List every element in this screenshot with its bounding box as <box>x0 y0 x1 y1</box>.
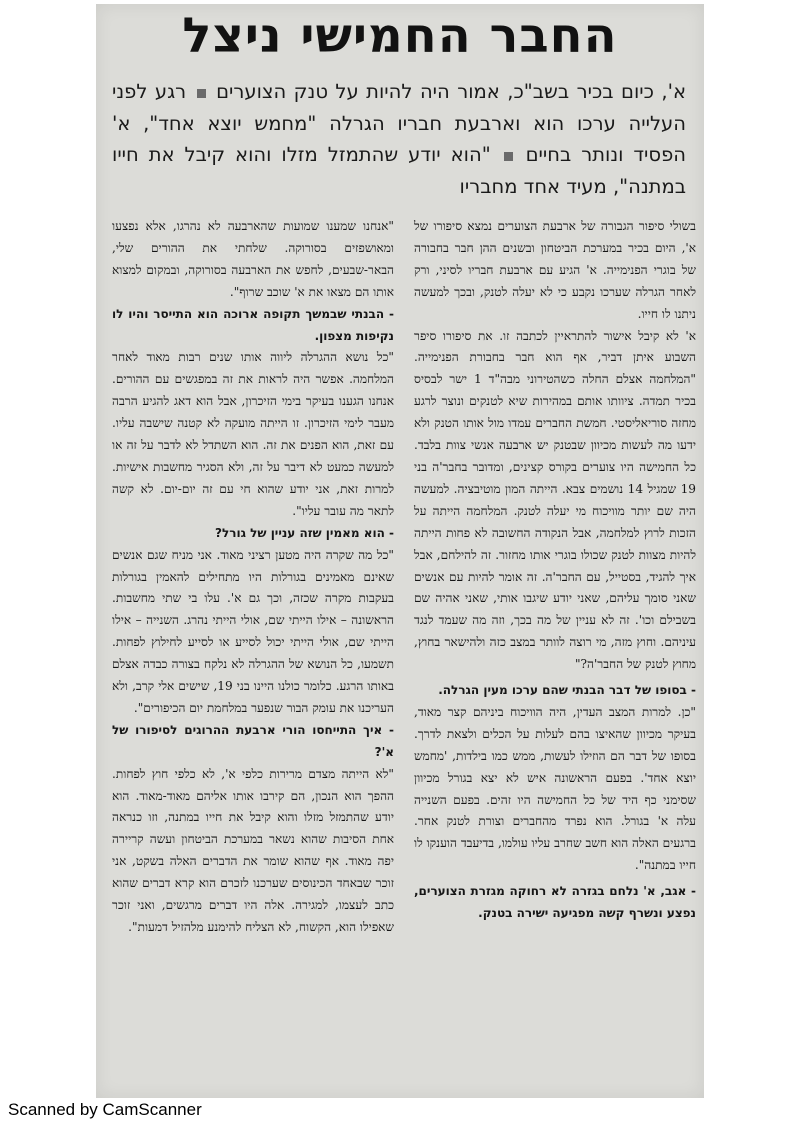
interview-question: - הבנתי שבמשך תקופה ארוכה הוא התייסר והיו לו נקיפות מצפון. <box>112 306 394 343</box>
paragraph: "כן. למרות המצב העדין, היה הוויכוח ביניהם קצר מאוד, בעיקר מכיוון שהאיצו בהם לעלות על הכלים ולצאת לדרך. בסופו של דבר הם הוזילו לעשות, ממש כמו בילדות, 'מחמש יוצא אחד'. בפעם הראשונה איש לא יצא בגורל מכיוון שסימני כף היד של כל החמישה היו זהים. בפעם השנייה עלה א' בגורל. הוא נפרד מהחברים וצורת לטנק אחר. ברגעים האלה הוא חשב שחרב עליו עולמו, בדיעבד הוענקו לו חייו במתנה". <box>413 704 696 873</box>
paragraph: א' לא קיבל אישור להתראיין לכתבה זו. את סיפורו סיפר השבוע איתן דביר, אף הוא חבר בחבורת הפנימייה. "המלחמה אצלם החלה כשהטירוני מבה"ד 1 ישר לבסיס בכיר תמדה. ציוותו אותם במהירות שיא לטנקים ונוצר לרגע מחזה סוריאליסטי. חמשת החברים עמדו מול אותו הטנק ולא ידעו מה לעשות מכיוון שבטנק יש ארבעה אנשי צוות בלבד. כל החמישה היו צוערים בקורס קצינים, ומדובר בחבר'ה בני 19 שמגיל 14 נושמים צבא. הייתה המון מוטיבציה. למעשה היה שם יותר מוויכוח מי יעלה לטנק. המלחמה הייתה על הזכות לרוץ למלחמה, אבל הנקודה החשובה לא פחות הייתה להיות מצוות לטנק שכולו בוגרי אותו מחזור. זה להילחם, אבל איך להגיד, בסטייל, עם החבר'ה. זה אומר להיות עם אנשים שאני סומך עליהם, שאני יודע שיגבו אותי, שאני אהיה שם בשבילם וכו'. זה לא עניין של מה בכך, וזה מה שעמד לנגד עיניהם. וחוץ מזה, מי רוצה לוותר במצב כזה ולהישאר בחוץ, מחוץ לטנק של החבר'ה?" <box>414 328 696 672</box>
subhead-part-3: "הוא יודע שהתמזל מזלו והוא קיבל את חייו במתנה", מעיד אחד מחבריו <box>112 143 686 198</box>
paragraph: בשולי סיפור הגבורה של ארבעת הצוערים נמצא סיפורו של א', היום בכיר במערכת הביטחון ובשנים ההן חבר בחבורה של בוגרי הפנימייה. א' הגיע עם ארבעת חבריו לסיני, ורק לאחר הגרלה שערכו נקבע כי לא יעלה לטנק, ובכך למעשה ניתנו לו חייו. <box>414 219 696 321</box>
article-column-right <box>414 216 696 925</box>
interview-question: - אגב, א' נלחם בגזרה לא רחוקה מגזרת הצוערים, נפצע ונשרף קשה מפגיעה ישירה בטנק. <box>414 884 696 921</box>
paragraph: "אנחנו שמענו שמועות שהארבעה לא נהרגו, אלא נפצעו ומאושפזים בסורוקה. שלחתי את ההורים שלי, הבאר-שבעים, לחפש את הארבעה בסורוקה, ובמקום למצוא אותו הם מצאו את א' שוכב שרוף". <box>112 219 394 299</box>
paragraph: "לא הייתה מצדם מרירות כלפי א', לא כלפי חוץ לפחות. ההפך הוא הנכון, הם קירבו אותו אליהם מאוד-מאוד. הוא יודע שהתמזל מזלו והוא קיבל את חייו במתנה, וזו כנראה אחת הסיבות שהוא נשאר במערכת הביטחון ועשה קריירה יפה מאוד. אף שהוא שומר את הדברים האלה בשקט, אני זוכר שבאחד הכינוסים שערכנו לזכרם הוא קרא דברים שהוא כתב לעצמו, למגירה. אלה היו דברים מרגשים, ואני זוכר שאפילו הוא, הקשוח, לא הצליח להימנע מלהזיל דמעות". <box>112 766 394 934</box>
bullet-square-icon <box>504 152 513 161</box>
bullet-square-icon <box>197 89 206 98</box>
subhead-part-2: רגע לפני העלייה ערכו הוא וארבעת חבריו הגרלה "מחמש יוצא אחד", א' הפסיד ונותר בחיים <box>112 80 686 166</box>
newspaper-clipping <box>96 4 704 1098</box>
interview-question: - בסופו של דבר הבנתי שהם ערכו מעין הגרלה. <box>438 683 696 698</box>
article-column-left <box>112 216 394 939</box>
headline: החבר החמישי ניצל <box>182 8 618 64</box>
subhead <box>112 76 686 202</box>
paragraph: "כל נושא ההגרלה ליווה אותו שנים רבות מאוד לאחר המלחמה. אפשר היה לראות את זה במפגשים עם ההורים. אנחנו הגענו בעיקר בימי הזיכרון, אבל הוא דאג להגיע הרבה מעבר לימי הזיכרון. זו הייתה מועקה לא קטנה שישבה עליו. עם זאת, הוא הפנים את זה. הוא השתדל לא לדבר על זה או למעשה כמעט לא דיבר על זה, ולא הסגיר מחשבות אישיות. למרות זאת, אני יודע שהוא חי עם זה יום-יום. לא קשה לתאר מה עובר עליו". <box>112 350 394 518</box>
interview-question: - איך התייחסו הורי ארבעת ההרוגים לסיפורו של א'? <box>112 722 394 759</box>
subhead-part-1: א', כיום בכיר בשב"כ, אמור היה להיות על טנק הצוערים <box>216 80 686 103</box>
interview-question: - הוא מאמין שזה עניין של גורל? <box>215 525 394 540</box>
scanner-watermark: Scanned by CamScanner <box>8 1100 202 1119</box>
paragraph: "כל מה שקרה היה מטען רציני מאוד. אני מניח שגם אנשים שאינם מאמינים בגורלות היו מתחילים להאמין בגורלות בעקבות מקרה שכזה, וכך גם א'. עלו בי שתי מחשבות. הראשונה – אילו הייתי שם, אולי הייתי נהרג. השנייה – אילו הייתי שם, אולי הייתי יכול לסייע או לסייע לחילוץ לפחות. תשמעו, כל הנושא של ההגרלה לא נלקח בצורה כבדה אצלם באותו הרגע. כלומר כולנו היינו בני 19, שישים אלי קרב, ולא העריכנו את עומק הבור שנפער במלחמת יום הכיפורים". <box>112 547 395 715</box>
